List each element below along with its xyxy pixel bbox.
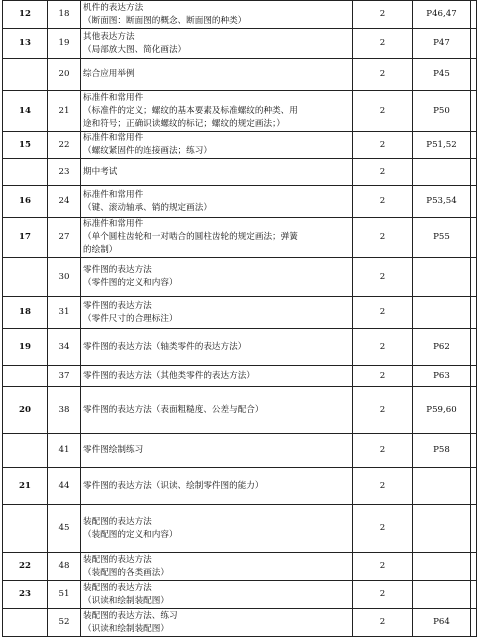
page-ref-cell	[413, 468, 471, 505]
table-row	[3, 366, 477, 387]
table-row	[3, 29, 477, 59]
hours-cell: 2	[353, 329, 413, 366]
lesson-cell: 38	[48, 387, 81, 434]
content-cell	[81, 329, 353, 366]
week-cell	[3, 505, 48, 553]
hours-cell: 2	[353, 218, 413, 258]
schedule-rows	[3, 1, 477, 637]
page-ref-cell	[413, 297, 471, 329]
lesson-cell: 22	[48, 132, 81, 159]
blank-cell	[471, 434, 477, 468]
blank-cell	[471, 297, 477, 329]
topic-title: 标准件和常用件	[83, 219, 144, 229]
topic-detail: （识读和绘制装配图）	[83, 623, 169, 634]
blank-cell	[471, 29, 477, 59]
topic-title: 机件的表达方法	[83, 2, 144, 13]
topic-detail: （键、滚动轴承、销的规定画法）	[83, 202, 212, 213]
lesson-cell: 51	[48, 581, 81, 609]
page-ref-cell: P50	[413, 91, 471, 132]
table-row	[3, 132, 477, 159]
topic-detail: （识读和绘制装配图）	[83, 595, 169, 606]
lesson-cell: 52	[48, 609, 81, 637]
lesson-cell: 34	[48, 329, 81, 366]
hours-cell: 2	[353, 91, 413, 132]
blank-cell	[471, 468, 477, 505]
topic-title: 零件图的表达方法	[83, 265, 152, 275]
blank-cell	[471, 609, 477, 637]
lesson-cell: 48	[48, 553, 81, 581]
page-ref-cell: P63	[413, 366, 471, 387]
week-cell: 20	[3, 387, 48, 434]
week-cell: 17	[3, 218, 48, 258]
content-cell	[81, 297, 353, 329]
blank-cell	[471, 387, 477, 434]
topic-title: 标准件和常用件	[83, 133, 144, 143]
blank-cell	[471, 505, 477, 553]
blank-cell	[471, 366, 477, 387]
topic-title: 零件图绘制练习	[83, 445, 144, 455]
topic-detail: （装配图的各类画法）	[83, 567, 169, 578]
topic-title: 零件图的表达方法	[83, 300, 152, 311]
lesson-cell: 21	[48, 91, 81, 132]
table-row	[3, 258, 477, 297]
hours-cell: 2	[353, 132, 413, 159]
table-row	[3, 59, 477, 91]
content-cell	[81, 366, 353, 387]
topic-title: 零件图的表达方法（其他类零件的表达方法）	[83, 370, 255, 381]
hours-cell: 2	[353, 297, 413, 329]
lesson-cell: 37	[48, 366, 81, 387]
week-cell: 18	[3, 297, 48, 329]
page-ref-cell	[413, 159, 471, 186]
content-cell	[81, 186, 353, 218]
table-row	[3, 505, 477, 553]
hours-cell: 2	[353, 581, 413, 609]
blank-cell	[471, 1, 477, 29]
hours-cell: 2	[353, 387, 413, 434]
course-schedule-table	[2, 0, 477, 637]
topic-title: 零件图的表达方法（识读、绘制零件图的能力）	[83, 480, 264, 491]
lesson-cell: 27	[48, 218, 81, 258]
hours-cell: 2	[353, 468, 413, 505]
week-cell	[3, 159, 48, 186]
topic-detail: 的绘制）	[83, 245, 118, 255]
content-cell	[81, 258, 353, 297]
topic-detail: （断面图：断面图的概念、断面图的种类）	[83, 15, 247, 26]
blank-cell	[471, 91, 477, 132]
hours-cell: 2	[353, 1, 413, 29]
page-ref-cell	[413, 505, 471, 553]
blank-cell	[471, 581, 477, 609]
table-row	[3, 387, 477, 434]
table-row	[3, 218, 477, 258]
page-ref-cell: P45	[413, 59, 471, 91]
week-cell: 15	[3, 132, 48, 159]
lesson-cell: 23	[48, 159, 81, 186]
page-ref-cell: P62	[413, 329, 471, 366]
table-row	[3, 609, 477, 637]
blank-cell	[471, 258, 477, 297]
blank-cell	[471, 59, 477, 91]
blank-cell	[471, 329, 477, 366]
topic-detail: （标准件的定义；螺纹的基本要素及标准螺纹的种类、用	[83, 105, 298, 116]
week-cell: 14	[3, 91, 48, 132]
content-cell	[81, 59, 353, 91]
hours-cell: 2	[353, 434, 413, 468]
topic-detail: （零件图的定义和内容）	[83, 278, 178, 288]
page-ref-cell	[413, 581, 471, 609]
hours-cell: 2	[353, 59, 413, 91]
topic-title: 标准件和常用件	[83, 92, 144, 103]
table-row	[3, 329, 477, 366]
week-cell	[3, 258, 48, 297]
lesson-cell: 31	[48, 297, 81, 329]
content-cell	[81, 434, 353, 468]
topic-title: 装配图的表达方法、练习	[83, 610, 178, 621]
page-ref-cell: P46,47	[413, 1, 471, 29]
content-cell	[81, 609, 353, 637]
table-row	[3, 91, 477, 132]
blank-cell	[471, 218, 477, 258]
page-ref-cell: P59,60	[413, 387, 471, 434]
content-cell	[81, 505, 353, 553]
topic-title: 零件图的表达方法（轴类零件的表达方法）	[83, 341, 247, 352]
lesson-cell: 20	[48, 59, 81, 91]
lesson-cell: 24	[48, 186, 81, 218]
week-cell: 23	[3, 581, 48, 609]
page-ref-cell: P64	[413, 609, 471, 637]
topic-detail: （零件尺寸的合理标注）	[83, 313, 178, 324]
page-ref-cell	[413, 258, 471, 297]
page-ref-cell: P55	[413, 218, 471, 258]
hours-cell: 2	[353, 505, 413, 553]
lesson-cell: 41	[48, 434, 81, 468]
table-row	[3, 186, 477, 218]
topic-title: 零件图的表达方法（表面粗糙度、公差与配合）	[83, 404, 264, 415]
hours-cell: 2	[353, 186, 413, 218]
lesson-cell: 44	[48, 468, 81, 505]
topic-title: 其他表达方法	[83, 31, 135, 42]
topic-title: 综合应用举例	[83, 69, 135, 79]
hours-cell: 2	[353, 258, 413, 297]
lesson-cell: 30	[48, 258, 81, 297]
hours-cell: 2	[353, 609, 413, 637]
content-cell	[81, 553, 353, 581]
content-cell	[81, 159, 353, 186]
content-cell	[81, 1, 353, 29]
lesson-cell: 45	[48, 505, 81, 553]
page-ref-cell	[413, 553, 471, 581]
blank-cell	[471, 159, 477, 186]
blank-cell	[471, 553, 477, 581]
page-ref-cell: P58	[413, 434, 471, 468]
topic-title: 期中考试	[83, 166, 118, 177]
content-cell	[81, 29, 353, 59]
lesson-cell: 18	[48, 1, 81, 29]
table-row	[3, 468, 477, 505]
page-ref-cell: P51,52	[413, 132, 471, 159]
table-row	[3, 1, 477, 29]
page-ref-cell: P53,54	[413, 186, 471, 218]
content-cell	[81, 91, 353, 132]
page-ref-cell: P47	[413, 29, 471, 59]
hours-cell: 2	[353, 366, 413, 387]
topic-title: 装配图的表达方法	[83, 516, 152, 527]
week-cell	[3, 609, 48, 637]
topic-title: 装配图的表达方法	[83, 554, 152, 565]
topic-detail: （局部放大图、简化画法）	[83, 44, 187, 55]
week-cell	[3, 434, 48, 468]
table-row	[3, 553, 477, 581]
table-row	[3, 159, 477, 186]
blank-cell	[471, 186, 477, 218]
content-cell	[81, 387, 353, 434]
topic-detail: 途和符号；正确识读螺纹的标记；螺纹的规定画法；）	[83, 118, 285, 129]
lesson-cell: 19	[48, 29, 81, 59]
table-row	[3, 297, 477, 329]
content-cell	[81, 581, 353, 609]
blank-cell	[471, 132, 477, 159]
table-row	[3, 434, 477, 468]
table-row	[3, 581, 477, 609]
topic-detail: （螺纹紧固件的连接画法；练习）	[83, 146, 212, 156]
topic-detail: （装配图的定义和内容）	[83, 529, 178, 540]
content-cell	[81, 218, 353, 258]
week-cell	[3, 366, 48, 387]
topic-detail: （单个圆柱齿轮和一对啮合的圆柱齿轮的规定画法；弹簧	[83, 232, 298, 242]
topic-title: 标准件和常用件	[83, 189, 144, 200]
week-cell: 19	[3, 329, 48, 366]
content-cell	[81, 132, 353, 159]
hours-cell: 2	[353, 159, 413, 186]
week-cell: 22	[3, 553, 48, 581]
week-cell	[3, 59, 48, 91]
week-cell: 13	[3, 29, 48, 59]
hours-cell: 2	[353, 553, 413, 581]
week-cell: 21	[3, 468, 48, 505]
hours-cell: 2	[353, 29, 413, 59]
week-cell: 16	[3, 186, 48, 218]
content-cell	[81, 468, 353, 505]
week-cell: 12	[3, 1, 48, 29]
topic-title: 装配图的表达方法	[83, 582, 152, 593]
